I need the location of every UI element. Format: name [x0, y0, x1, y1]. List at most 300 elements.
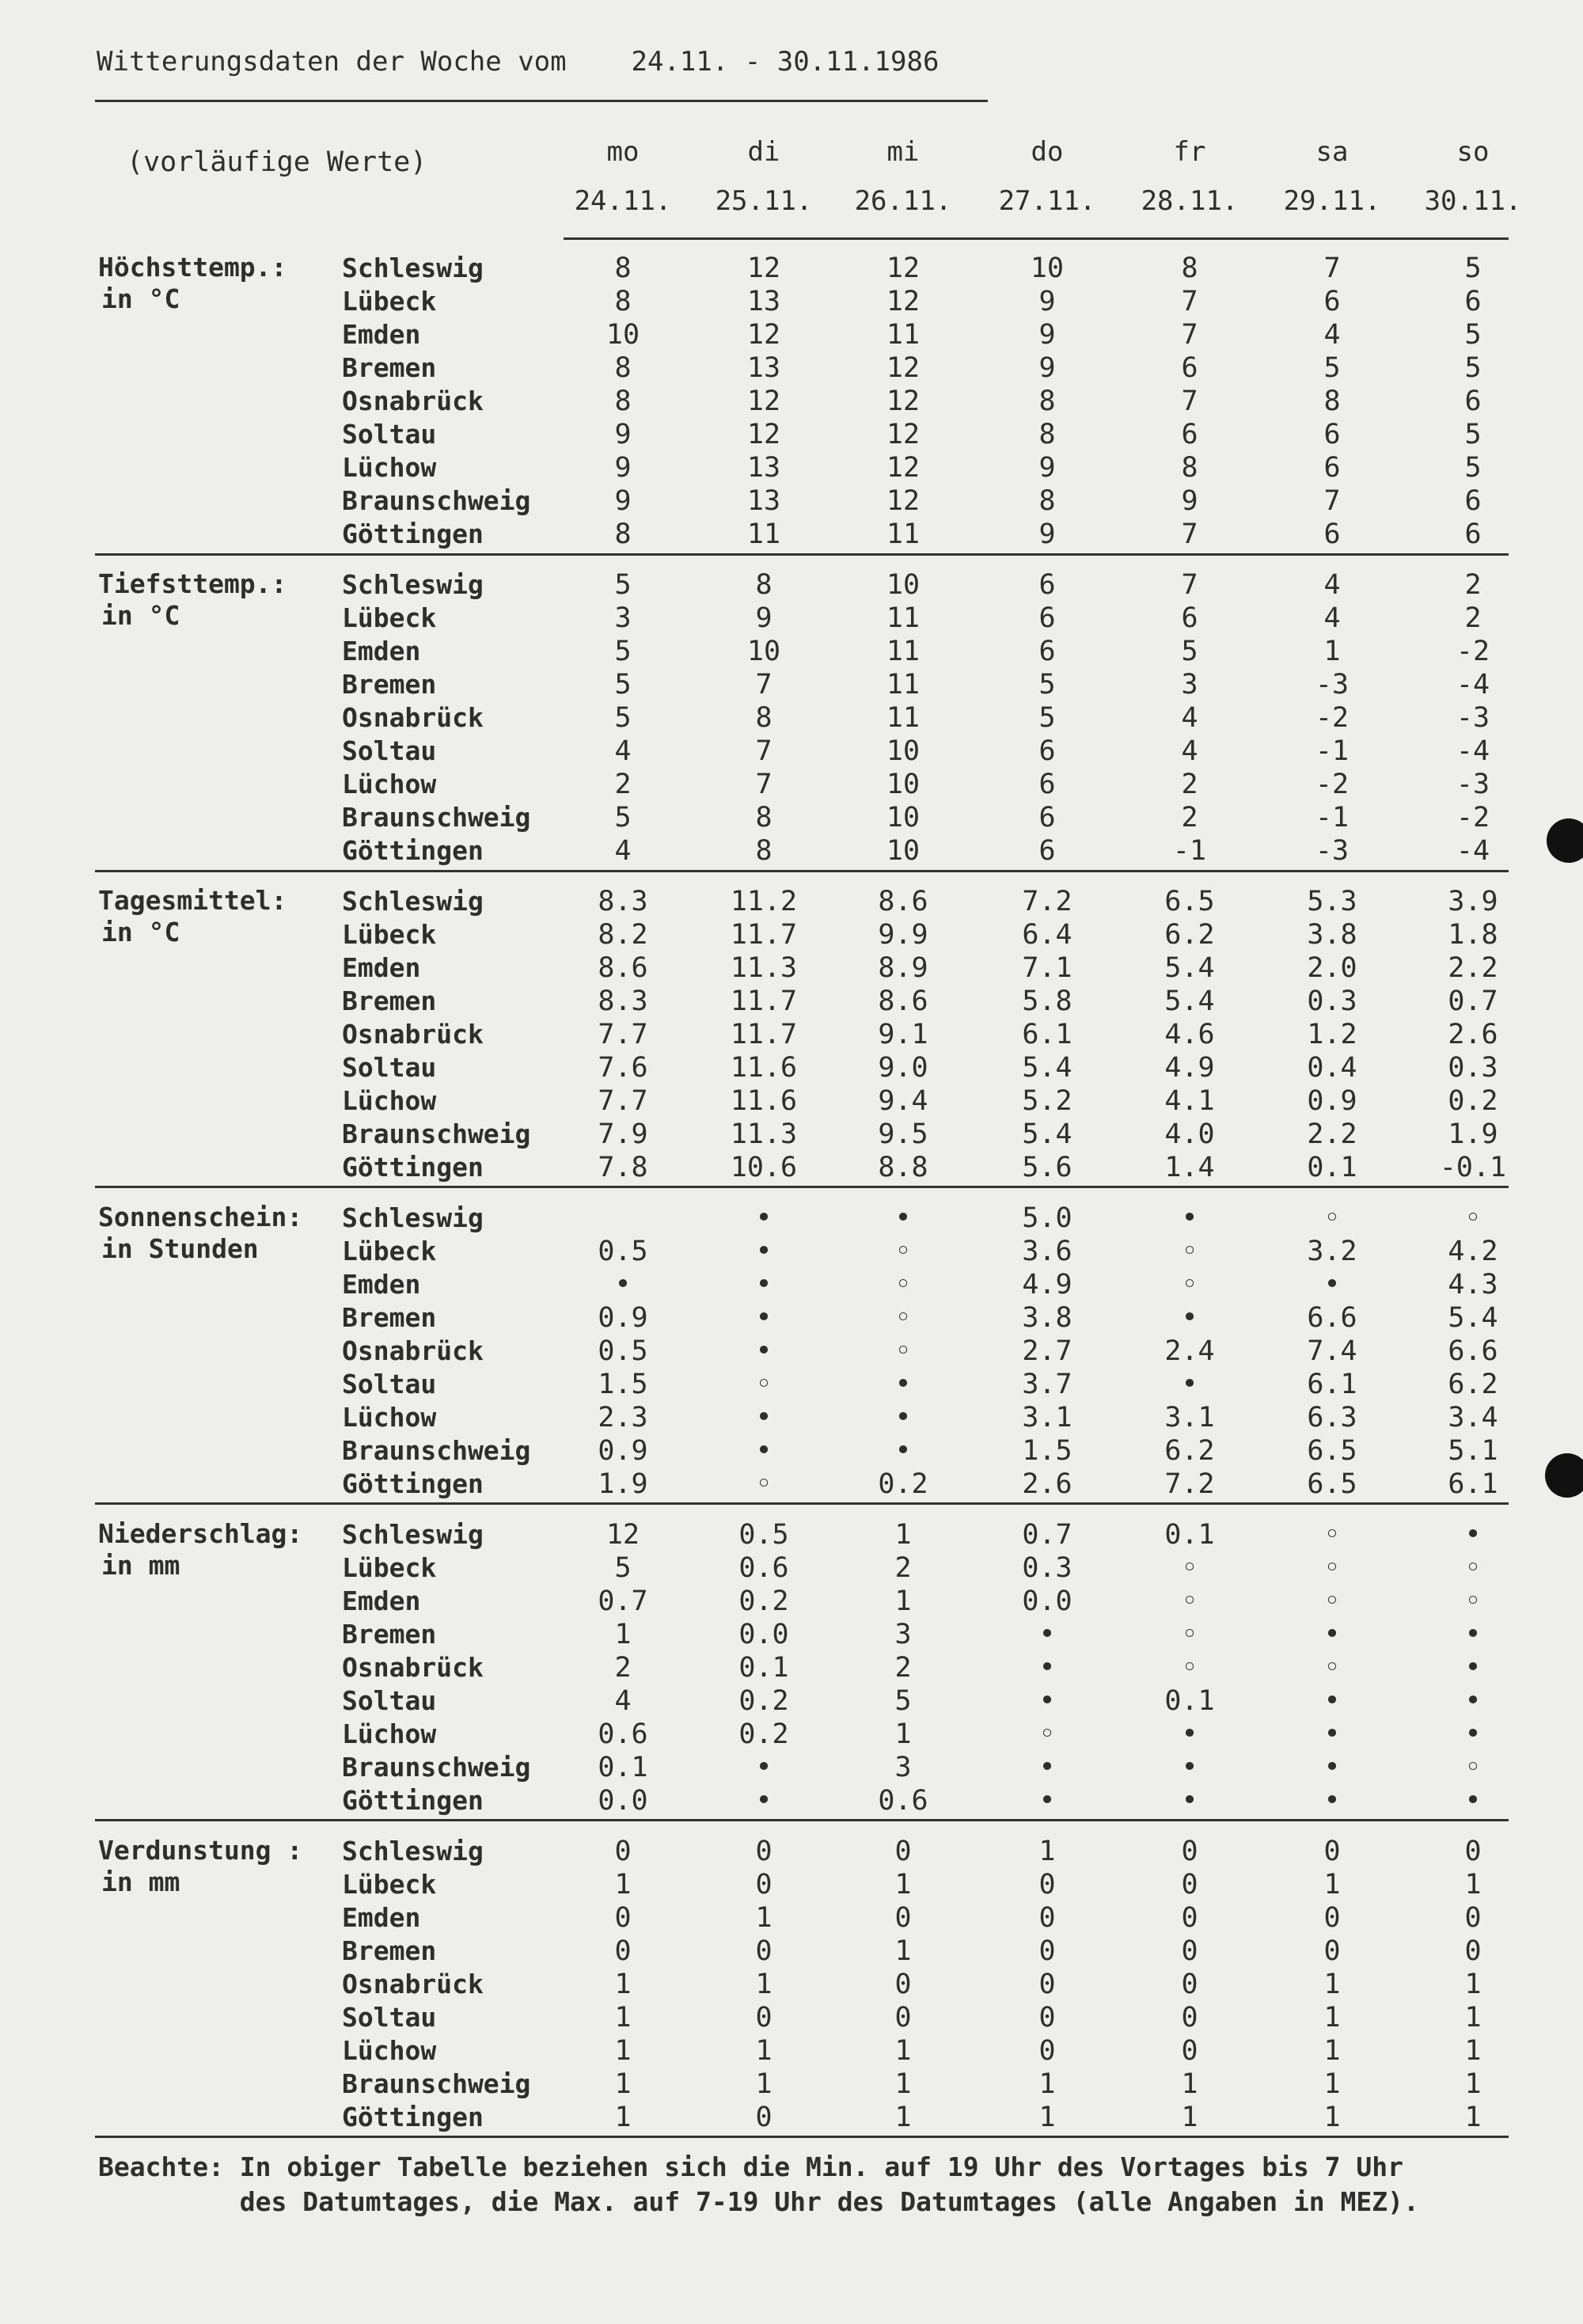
value-cell: 1 [894, 1519, 912, 1551]
station-name: Braunschweig [342, 1752, 531, 1783]
value-cell: 3.9 [1448, 886, 1498, 917]
header-rule [564, 237, 1509, 240]
section-unit: in °C [101, 917, 180, 947]
value-cell: 1.2 [1307, 1019, 1357, 1050]
value-cell: ◦ [1323, 1652, 1341, 1684]
value-cell: 5.3 [1307, 886, 1357, 917]
value-cell: 0 [1038, 2002, 1056, 2034]
value-cell: 11.3 [730, 1118, 798, 1150]
value-cell: 0.7 [1022, 1519, 1072, 1551]
value-cell: 7.6 [598, 1052, 648, 1084]
value-cell: 2 [1464, 569, 1482, 601]
date-header: 26.11. [854, 185, 952, 217]
value-cell: 10 [746, 636, 781, 667]
value-cell: 10.6 [730, 1152, 798, 1183]
value-cell: 8 [755, 835, 773, 867]
station-name: Bremen [342, 1302, 437, 1333]
value-cell: • [1038, 1619, 1056, 1650]
value-cell: • [1181, 1369, 1198, 1400]
table-section [0, 1835, 1583, 2151]
value-cell: 12 [886, 419, 921, 450]
value-cell: 4.0 [1164, 1118, 1215, 1150]
value-cell: 5 [1464, 452, 1482, 484]
value-cell: 12 [746, 385, 781, 417]
value-cell: 7.1 [1022, 952, 1072, 984]
value-cell: 4 [1323, 602, 1341, 634]
value-cell: 2 [614, 769, 632, 800]
value-cell: • [1181, 1202, 1198, 1234]
value-cell: 2 [1181, 769, 1198, 800]
value-cell: 2.6 [1022, 1468, 1072, 1500]
value-cell: 0.2 [738, 1718, 789, 1750]
table-row [0, 351, 1583, 385]
value-cell: 1 [1038, 1836, 1056, 1867]
value-cell: 1 [1181, 2102, 1198, 2133]
value-cell: 12 [605, 1519, 640, 1551]
value-cell: 6 [1038, 769, 1056, 800]
value-cell: • [755, 1302, 773, 1334]
value-cell: 6 [1323, 286, 1341, 317]
value-cell: 6 [1038, 636, 1056, 667]
value-cell: 11 [886, 702, 921, 734]
value-cell: 5 [894, 1685, 912, 1717]
station-name: Schleswig [342, 1836, 484, 1866]
value-cell: 3 [894, 1752, 912, 1783]
value-cell: 1.9 [598, 1468, 648, 1500]
value-cell: • [1181, 1718, 1198, 1750]
value-cell: 8 [755, 802, 773, 834]
table-row [0, 1151, 1583, 1184]
value-cell: 8 [614, 286, 632, 317]
value-cell: 8 [755, 702, 773, 734]
station-name: Osnabrück [342, 1652, 484, 1683]
value-cell: 6 [1038, 602, 1056, 634]
value-cell: 1 [1038, 2102, 1056, 2133]
station-name: Göttingen [342, 1468, 484, 1499]
value-cell: 1 [1181, 2068, 1198, 2100]
table-row [0, 1718, 1583, 1751]
value-cell: 9.0 [878, 1052, 928, 1084]
value-cell: 0.4 [1307, 1052, 1357, 1084]
value-cell: • [755, 1335, 773, 1367]
value-cell: 8 [1038, 485, 1056, 517]
value-cell: 4.1 [1164, 1085, 1215, 1117]
value-cell: 9 [1038, 286, 1056, 317]
value-cell: 0 [1038, 2035, 1056, 2067]
value-cell: 13 [746, 352, 781, 384]
value-cell: 1 [894, 2035, 912, 2067]
value-cell: • [1181, 1752, 1198, 1783]
value-cell: -4 [1456, 735, 1490, 767]
table-row [0, 1434, 1583, 1468]
value-cell: ◦ [1181, 1652, 1198, 1684]
value-cell: 5 [614, 702, 632, 734]
value-cell: 1 [755, 1902, 773, 1934]
value-cell: 0.6 [738, 1552, 789, 1584]
table-row [0, 918, 1583, 951]
station-name: Soltau [342, 735, 437, 766]
value-cell: ◦ [1181, 1236, 1198, 1267]
value-cell: 8.3 [598, 985, 648, 1017]
value-cell: 10 [886, 802, 921, 834]
value-cell: • [1038, 1652, 1056, 1684]
table-row [0, 451, 1583, 484]
value-cell: 1 [1464, 2002, 1482, 2034]
value-cell: • [1038, 1785, 1056, 1817]
value-cell: 13 [746, 452, 781, 484]
value-cell: • [1323, 1685, 1341, 1717]
value-cell: 0 [1464, 1935, 1482, 1967]
table-row [0, 1301, 1583, 1335]
table-row [0, 252, 1583, 285]
station-name: Göttingen [342, 518, 484, 549]
value-cell: 0.9 [1307, 1085, 1357, 1117]
value-cell: 9.4 [878, 1085, 928, 1117]
station-name: Lübeck [342, 1236, 437, 1266]
value-cell: 10 [886, 735, 921, 767]
station-name: Emden [342, 952, 421, 983]
value-cell: 11.7 [730, 919, 798, 951]
value-cell: 1 [614, 2035, 632, 2067]
value-cell: 6 [1464, 518, 1482, 550]
day-header: fr [1173, 136, 1206, 168]
value-cell: • [1038, 1685, 1056, 1717]
station-name: Göttingen [342, 1152, 484, 1183]
value-cell: 5 [1464, 253, 1482, 284]
value-cell: 11 [886, 602, 921, 634]
value-cell: 4.3 [1448, 1269, 1498, 1301]
value-cell: ◦ [1464, 1202, 1482, 1234]
table-row [0, 1551, 1583, 1585]
value-cell: 0 [614, 1836, 632, 1867]
value-cell: 0 [1038, 1869, 1056, 1901]
value-cell: 0.7 [598, 1585, 648, 1617]
table-row [0, 1084, 1583, 1118]
station-name: Lübeck [342, 602, 437, 633]
value-cell: 2.7 [1022, 1335, 1072, 1367]
value-cell: 1 [894, 2068, 912, 2100]
table-row [0, 285, 1583, 318]
value-cell: 4.9 [1164, 1052, 1215, 1084]
value-cell: • [1181, 1302, 1198, 1334]
value-cell: -0.1 [1439, 1152, 1507, 1183]
value-cell: 8 [614, 352, 632, 384]
table-row [0, 1784, 1583, 1817]
value-cell: 5 [1464, 419, 1482, 450]
value-cell: 9.1 [878, 1019, 928, 1050]
value-cell: 0.3 [1307, 985, 1357, 1017]
value-cell: • [894, 1435, 912, 1467]
section-label: Tiefsttemp.: [98, 568, 287, 599]
value-cell: 0 [755, 1935, 773, 1967]
value-cell: 4.9 [1022, 1269, 1072, 1301]
value-cell: 12 [746, 253, 781, 284]
station-name: Lüchow [342, 2035, 437, 2066]
value-cell: • [614, 1269, 632, 1301]
document-title: Witterungsdaten der Woche vom 24.11. - 30.11.1986 [97, 46, 940, 78]
station-name: Emden [342, 636, 421, 666]
value-cell: ◦ [1464, 1585, 1482, 1617]
value-cell: 6.4 [1022, 919, 1072, 951]
value-cell: • [1464, 1519, 1482, 1551]
value-cell: ◦ [755, 1369, 773, 1400]
value-cell: 11.3 [730, 952, 798, 984]
value-cell: 8 [1038, 385, 1056, 417]
value-cell: 0 [1181, 2002, 1198, 2034]
value-cell: 0.9 [598, 1435, 648, 1467]
section-unit: in mm [101, 1866, 180, 1897]
value-cell: 11.7 [730, 985, 798, 1017]
value-cell: 5.8 [1022, 985, 1072, 1017]
date-header: 28.11. [1141, 185, 1239, 217]
value-cell: • [755, 1236, 773, 1267]
value-cell: • [894, 1369, 912, 1400]
table-section [0, 1202, 1583, 1518]
value-cell: 0.5 [738, 1519, 789, 1551]
day-header: sa [1315, 136, 1349, 168]
value-cell: 7 [1323, 253, 1341, 284]
value-cell: 0.9 [598, 1302, 648, 1334]
value-cell: 3.8 [1022, 1302, 1072, 1334]
value-cell: 6 [1323, 452, 1341, 484]
value-cell: 5 [614, 1552, 632, 1584]
value-cell: 5 [1464, 352, 1482, 384]
value-cell: 7.9 [598, 1118, 648, 1150]
table-row [0, 1651, 1583, 1684]
value-cell: 5.1 [1448, 1435, 1498, 1467]
value-cell: ◦ [894, 1236, 912, 1267]
value-cell: 11 [886, 636, 921, 667]
value-cell: -3 [1315, 835, 1350, 867]
value-cell: ◦ [1464, 1752, 1482, 1783]
value-cell: 0.1 [598, 1752, 648, 1783]
station-name: Soltau [342, 1685, 437, 1716]
value-cell: 7 [1181, 319, 1198, 351]
value-cell: 0 [1181, 1869, 1198, 1901]
table-row [0, 2034, 1583, 2068]
value-cell: 12 [886, 385, 921, 417]
station-name: Lübeck [342, 1869, 437, 1900]
value-cell: 1.4 [1164, 1152, 1215, 1183]
value-cell: 0 [894, 2002, 912, 2034]
value-cell: -1 [1315, 802, 1350, 834]
value-cell: 0 [1464, 1836, 1482, 1867]
station-name: Osnabrück [342, 702, 484, 733]
value-cell: 9 [755, 602, 773, 634]
section-label: Sonnenschein: [98, 1202, 303, 1232]
station-name: Soltau [342, 419, 437, 450]
table-row [0, 1335, 1583, 1368]
table-row [0, 834, 1583, 868]
value-cell: 2.2 [1307, 1118, 1357, 1150]
value-cell: 12 [746, 419, 781, 450]
value-cell: 2.6 [1448, 1019, 1498, 1050]
value-cell: 0.3 [1022, 1552, 1072, 1584]
value-cell: • [1323, 1619, 1341, 1650]
value-cell: 6.2 [1164, 919, 1215, 951]
station-name: Schleswig [342, 253, 484, 283]
value-cell: 0 [614, 1902, 632, 1934]
value-cell: 9 [1038, 452, 1056, 484]
value-cell: 7 [1181, 569, 1198, 601]
value-cell: 8.3 [598, 886, 648, 917]
value-cell: 0.1 [738, 1652, 789, 1684]
value-cell: ◦ [1323, 1202, 1341, 1234]
value-cell: ◦ [1181, 1269, 1198, 1301]
value-cell: -2 [1315, 702, 1350, 734]
value-cell: 7 [1181, 286, 1198, 317]
table-section [0, 568, 1583, 885]
table-row [0, 1202, 1583, 1235]
value-cell: • [755, 1402, 773, 1434]
value-cell: 5 [614, 569, 632, 601]
value-cell: 0.2 [878, 1468, 928, 1500]
value-cell: 2.0 [1307, 952, 1357, 984]
station-name: Lübeck [342, 1552, 437, 1583]
value-cell: 6 [1038, 802, 1056, 834]
value-cell: 6.5 [1307, 1468, 1357, 1500]
value-cell: 0.5 [598, 1236, 648, 1267]
value-cell: 7 [755, 769, 773, 800]
table-row [0, 1968, 1583, 2001]
value-cell: 9.5 [878, 1118, 928, 1150]
value-cell: 1 [614, 2068, 632, 2100]
section-rule [95, 553, 1509, 556]
value-cell: 2 [1181, 802, 1198, 834]
value-cell: 0.6 [878, 1785, 928, 1817]
value-cell: 1.8 [1448, 919, 1498, 951]
value-cell: 0 [1181, 2035, 1198, 2067]
section-label: Höchsttemp.: [98, 252, 287, 283]
station-name: Soltau [342, 1052, 437, 1083]
table-row [0, 1751, 1583, 1784]
value-cell: 6 [1038, 735, 1056, 767]
value-cell: 9 [1181, 485, 1198, 517]
day-header: di [747, 136, 780, 168]
station-name: Lüchow [342, 1085, 437, 1116]
table-row [0, 2001, 1583, 2034]
section-rule [95, 1186, 1509, 1188]
value-cell: 12 [886, 352, 921, 384]
table-row [0, 602, 1583, 635]
value-cell: 12 [746, 319, 781, 351]
value-cell: ◦ [1323, 1519, 1341, 1551]
station-name: Schleswig [342, 886, 484, 917]
value-cell: 9 [614, 419, 632, 450]
station-name: Emden [342, 1902, 421, 1933]
station-name: Osnabrück [342, 1335, 484, 1366]
value-cell: 1 [1464, 2068, 1482, 2100]
value-cell: 1 [1323, 636, 1341, 667]
value-cell: 2.3 [598, 1402, 648, 1434]
preliminary-values-label: (vorläufige Werte) [127, 146, 427, 178]
table-section [0, 1518, 1583, 1835]
station-name: Göttingen [342, 2102, 484, 2132]
value-cell: 6 [1323, 518, 1341, 550]
section-unit: in mm [101, 1550, 180, 1581]
value-cell: 1 [1464, 1869, 1482, 1901]
station-name: Lübeck [342, 919, 437, 950]
day-header: mi [886, 136, 920, 168]
table-row [0, 1368, 1583, 1401]
punch-hole [1545, 1453, 1583, 1498]
value-cell: 0.7 [1448, 985, 1498, 1017]
value-cell: • [894, 1202, 912, 1234]
value-cell: 1 [614, 1869, 632, 1901]
value-cell: 7 [755, 735, 773, 767]
section-unit: in Stunden [101, 1233, 259, 1264]
value-cell: 5.4 [1164, 985, 1215, 1017]
value-cell: 1 [614, 1619, 632, 1650]
station-name: Schleswig [342, 1519, 484, 1550]
value-cell: -2 [1456, 802, 1490, 834]
station-name: Bremen [342, 1935, 437, 1966]
table-row [0, 735, 1583, 768]
value-cell: 5.2 [1022, 1085, 1072, 1117]
value-cell: 2.4 [1164, 1335, 1215, 1367]
value-cell: 4 [1181, 702, 1198, 734]
station-name: Emden [342, 1585, 421, 1616]
value-cell: 3.1 [1022, 1402, 1072, 1434]
station-name: Emden [342, 1269, 421, 1300]
value-cell: 0 [1038, 1902, 1056, 1934]
value-cell: 0 [1323, 1935, 1341, 1967]
value-cell: 0 [1038, 1969, 1056, 2000]
value-cell: 0.0 [1022, 1585, 1072, 1617]
station-name: Emden [342, 319, 421, 350]
value-cell: 11.2 [730, 886, 798, 917]
station-name: Göttingen [342, 835, 484, 866]
section-label: Niederschlag: [98, 1518, 303, 1549]
section-rule [95, 1502, 1509, 1505]
value-cell: 1 [894, 2102, 912, 2133]
value-cell: 8 [1181, 253, 1198, 284]
table-row [0, 635, 1583, 668]
value-cell: 0.3 [1448, 1052, 1498, 1084]
value-cell: 12 [886, 286, 921, 317]
value-cell: 7.2 [1164, 1468, 1215, 1500]
value-cell: 6.6 [1307, 1302, 1357, 1334]
date-header: 30.11. [1424, 185, 1522, 217]
value-cell: • [1323, 1269, 1341, 1301]
value-cell: ◦ [1181, 1619, 1198, 1650]
value-cell: 6 [1323, 419, 1341, 450]
value-cell: ◦ [1323, 1585, 1341, 1617]
value-cell: 10 [886, 835, 921, 867]
date-header: 27.11. [998, 185, 1096, 217]
value-cell: 6 [1181, 602, 1198, 634]
value-cell: 0.1 [1164, 1519, 1215, 1551]
value-cell: • [1464, 1685, 1482, 1717]
value-cell: 1 [1464, 2102, 1482, 2133]
value-cell: • [1323, 1752, 1341, 1783]
value-cell: 1 [894, 1869, 912, 1901]
station-name: Göttingen [342, 1785, 484, 1816]
value-cell: 6.1 [1448, 1468, 1498, 1500]
value-cell: ◦ [894, 1302, 912, 1334]
value-cell: 1 [614, 2002, 632, 2034]
value-cell: 9 [1038, 352, 1056, 384]
value-cell: 4 [1323, 569, 1341, 601]
value-cell: 11.6 [730, 1085, 798, 1117]
table-row [0, 1835, 1583, 1868]
value-cell: • [1323, 1785, 1341, 1817]
value-cell: 1 [1464, 2035, 1482, 2067]
value-cell: 0 [614, 1935, 632, 1967]
section-rule [95, 1819, 1509, 1821]
value-cell: 7 [1323, 485, 1341, 517]
value-cell: 0 [1323, 1836, 1341, 1867]
